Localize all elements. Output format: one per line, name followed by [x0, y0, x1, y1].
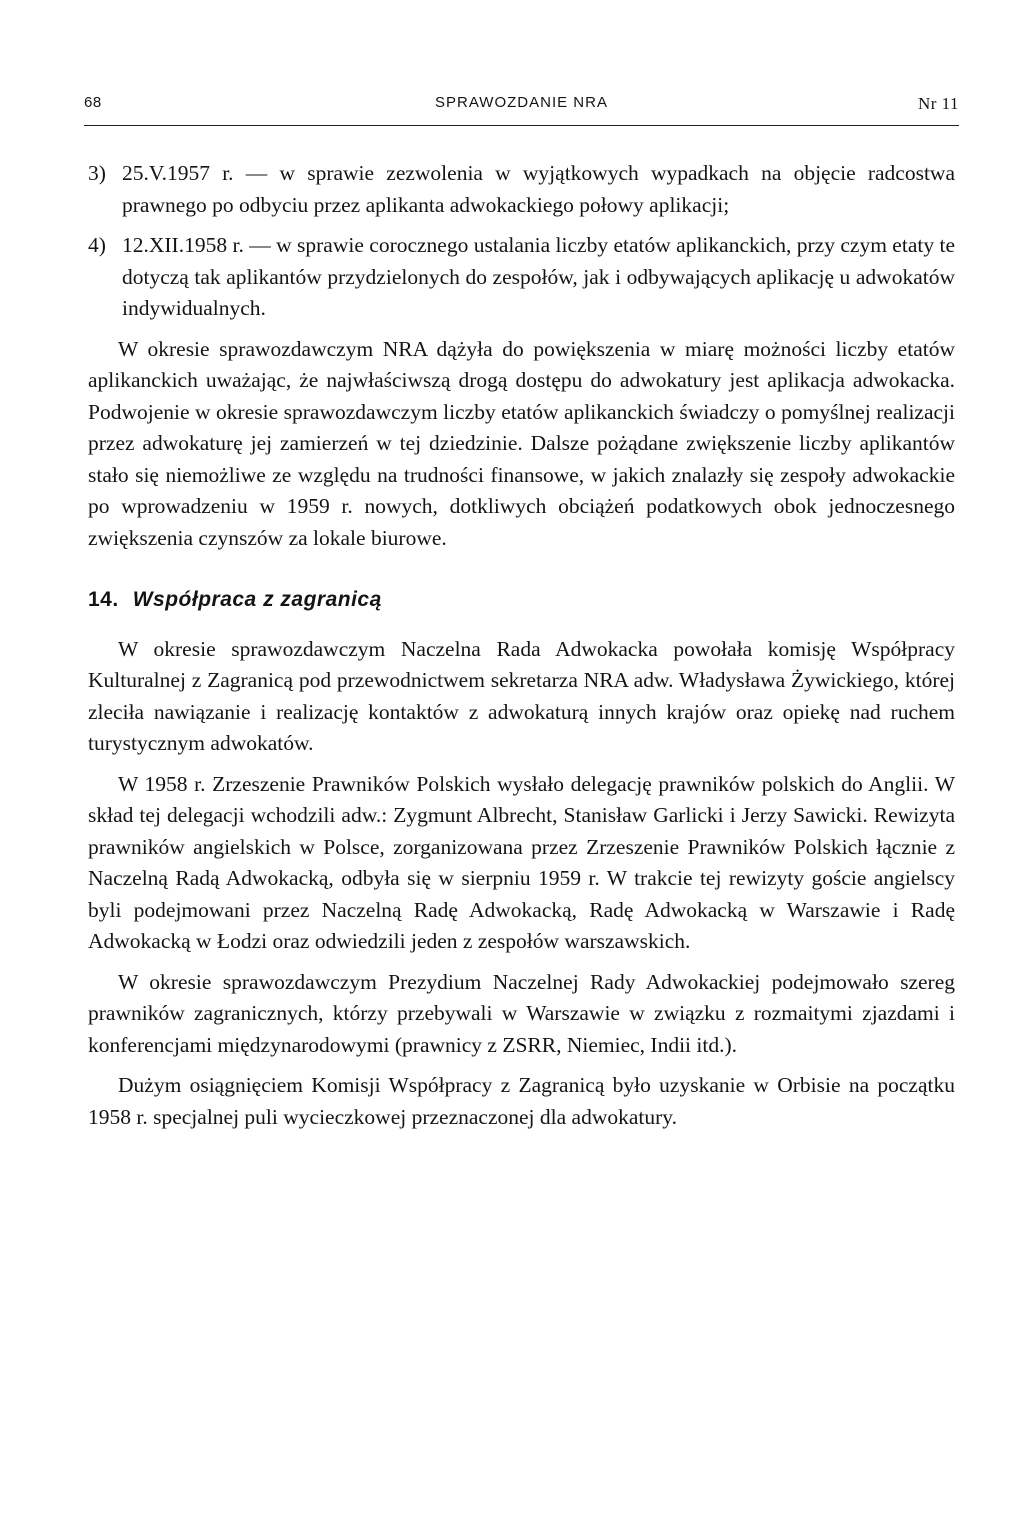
paragraph: Dużym osiągnięciem Komisji Współpracy z Zagranicą było uzyskanie w Orbisie na początku 1958 r. specjalnej puli wycieczkowej przeznaczonej dla adwokatury.	[88, 1073, 955, 1129]
paragraph: W okresie sprawozdawczym NRA dążyła do powiększenia w miarę możności liczby etatów aplikanckich uważając, że najwłaściwszą drogą dostępu do adwokatury jest aplikacja adwokacka. Podwojenie w okresie sprawozdawczym liczby etatów aplikanckich świadczy o pomyślnej realizacji przez adwokaturę jej zamierzeń w tej dziedzinie. Dalsze pożądane zwiększenie liczby aplikantów stało się niemożliwe ze względu na trudności finansowe, w jakich znalazły się zespoły adwokackie po wprowadzeniu w 1959 r. nowych, dotkliwych obciążeń podatkowych obok jednoczesnego zwiększenia czynszów za lokale biurowe.	[88, 336, 955, 550]
section-number: 14.	[88, 588, 119, 611]
running-title: SPRAWOZDANIE NRA	[435, 94, 608, 111]
section-body	[88, 634, 955, 1134]
paragraph: W okresie sprawozdawczym Naczelna Rada Adwokacka powołała komisję Współpracy Kulturalnej z Zagranicą pod przewodnictwem sekretarza NRA adw. Władysława Żywickiego, której zleciła nawiązanie i realizację kontaktów z adwokaturą innych krajów oraz opiekę nad ruchem turystycznym adwokatów.	[88, 636, 955, 755]
body-text	[88, 158, 955, 1142]
header-rule	[84, 125, 959, 126]
list-item-text: 25.V.1957 r. — w sprawie zezwolenia w wyjątkowych wypadkach na objęcie radcostwa prawnego po odbyciu przez aplikanta adwokackiego połowy aplikacji;	[122, 161, 955, 217]
section-heading	[88, 584, 955, 616]
list-item-number: 4)	[88, 233, 106, 257]
paragraph: W okresie sprawozdawczym Prezydium Naczelnej Rady Adwokackiej podejmowało szereg prawników zagranicznych, którzy przebywali w Warszawie w związku z rozmaitymi zjazdami i konferencjami międzynarodowymi (prawnicy z ZSRR, Niemiec, Indii itd.).	[88, 969, 955, 1057]
running-header	[84, 94, 959, 120]
list-item	[88, 158, 955, 221]
page-number: 68	[84, 94, 102, 111]
paragraph: W 1958 r. Zrzeszenie Prawników Polskich wysłało delegację prawników polskich do Anglii. W skład tej delegacji wchodzili adw.: Zygmunt Albrecht, Stanisław Garlicki i Jerzy Sawicki. Rewizyta prawników angielskich w Polsce, zorganizowana przez Zrzeszenie Prawników Polskich łącznie z Naczelną Radą Adwokacką, odbyła się w sierpniu 1959 r. W trakcie tej rewizyty goście angielscy byli podejmowani przez Naczelną Radę Adwokacką, Radę Adwokacką w Warszawie i Radę Adwokacką w Łodzi oraz odwiedzili jeden z zespołów warszawskich.	[88, 771, 955, 953]
list-item-text: 12.XII.1958 r. — w sprawie corocznego ustalania liczby etatów aplikanckich, przy czym etaty te dotyczą tak aplikantów przydzielonych do zespołów, jak i odbywających aplikację u adwokatów indywidualnych.	[122, 233, 955, 320]
list-item-number: 3)	[88, 161, 106, 185]
issue-number: Nr 11	[917, 94, 959, 113]
section-title: Współpraca z zagranicą	[132, 588, 382, 611]
list-item	[88, 230, 955, 325]
